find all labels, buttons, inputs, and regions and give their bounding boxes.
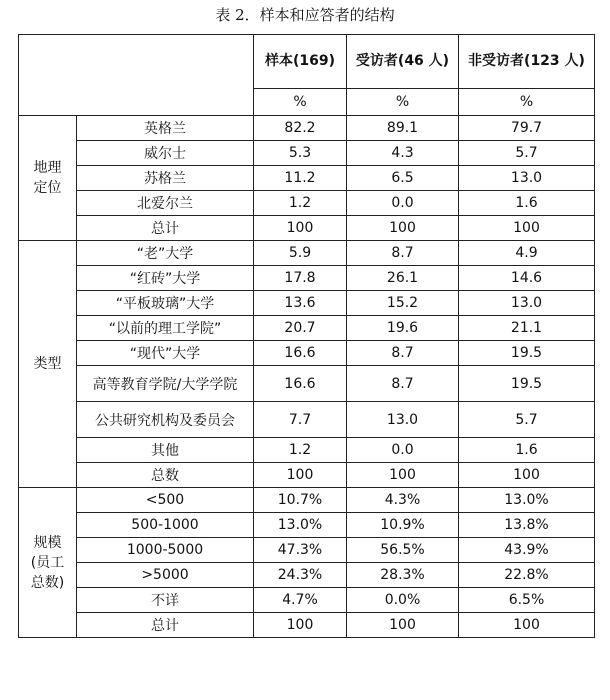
value-cell: 28.3% <box>347 563 459 588</box>
table-row <box>19 291 595 316</box>
value-cell: 14.6 <box>459 266 595 291</box>
value-cell: 4.3% <box>347 488 459 513</box>
value-cell: 1.6 <box>459 438 595 463</box>
value-cell: 5.7 <box>459 141 595 166</box>
row-label: <500 <box>77 488 254 513</box>
row-label: “以前的理工学院” <box>77 316 254 341</box>
value-cell: 6.5% <box>459 588 595 613</box>
header-respondents: 受访者(46 人) <box>347 35 459 89</box>
value-cell: 100 <box>459 216 595 241</box>
table-row <box>19 116 595 141</box>
data-table <box>18 34 595 638</box>
value-cell: 21.1 <box>459 316 595 341</box>
header-blank-cell <box>19 35 254 116</box>
value-cell: 4.9 <box>459 241 595 266</box>
value-cell: 4.3 <box>347 141 459 166</box>
header-pct-sample: % <box>254 89 347 116</box>
table-row <box>19 366 595 402</box>
value-cell: 8.7 <box>347 241 459 266</box>
value-cell: 19.6 <box>347 316 459 341</box>
value-cell: 19.5 <box>459 366 595 402</box>
value-cell: 15.2 <box>347 291 459 316</box>
table-row <box>19 488 595 513</box>
table-row <box>19 538 595 563</box>
value-cell: 79.7 <box>459 116 595 141</box>
value-cell: 13.0% <box>254 513 347 538</box>
value-cell: 56.5% <box>347 538 459 563</box>
row-label: 500-1000 <box>77 513 254 538</box>
value-cell: 16.6 <box>254 366 347 402</box>
row-label: 1000-5000 <box>77 538 254 563</box>
group-label <box>19 241 77 488</box>
value-cell: 13.0 <box>459 166 595 191</box>
row-label: 威尔士 <box>77 141 254 166</box>
row-label: 公共研究机构及委员会 <box>77 402 254 438</box>
group-label-line: 地理 <box>33 160 62 176</box>
table-row <box>19 613 595 638</box>
value-cell: 13.0% <box>459 488 595 513</box>
value-cell: 6.5 <box>347 166 459 191</box>
table-row <box>19 266 595 291</box>
row-label: 北爱尔兰 <box>77 191 254 216</box>
value-cell: 100 <box>254 613 347 638</box>
group-label <box>19 488 77 638</box>
group-label-line: 定位 <box>33 180 62 196</box>
group-label-line: 类型 <box>33 356 62 372</box>
value-cell: 1.2 <box>254 438 347 463</box>
header-row <box>19 35 595 89</box>
row-label: “老”大学 <box>77 241 254 266</box>
group-label-line: 规模 <box>33 534 62 551</box>
value-cell: 82.2 <box>254 116 347 141</box>
table-row <box>19 141 595 166</box>
table-body <box>19 35 595 638</box>
value-cell: 16.6 <box>254 341 347 366</box>
value-cell: 24.3% <box>254 563 347 588</box>
header-sample: 样本(169) <box>254 35 347 89</box>
value-cell: 20.7 <box>254 316 347 341</box>
row-label: “红砖”大学 <box>77 266 254 291</box>
value-cell: 100 <box>254 216 347 241</box>
value-cell: 22.8% <box>459 563 595 588</box>
value-cell: 1.6 <box>459 191 595 216</box>
value-cell: 19.5 <box>459 341 595 366</box>
table-row <box>19 166 595 191</box>
value-cell: 5.3 <box>254 141 347 166</box>
table-row <box>19 191 595 216</box>
value-cell: 100 <box>347 613 459 638</box>
value-cell: 5.7 <box>459 402 595 438</box>
value-cell: 0.0 <box>347 438 459 463</box>
value-cell: 10.7% <box>254 488 347 513</box>
table-row <box>19 563 595 588</box>
header-pct-nonrespondents: % <box>459 89 595 116</box>
group-label-line: 总数) <box>30 574 65 591</box>
row-label: 不详 <box>77 588 254 613</box>
table-row <box>19 438 595 463</box>
row-label: 总计 <box>77 613 254 638</box>
value-cell: 13.6 <box>254 291 347 316</box>
value-cell: 17.8 <box>254 266 347 291</box>
value-cell: 10.9% <box>347 513 459 538</box>
table-row <box>19 402 595 438</box>
value-cell: 43.9% <box>459 538 595 563</box>
table-caption: 表 2．样本和应答者的结构 <box>215 6 395 24</box>
header-pct-respondents: % <box>347 89 459 116</box>
value-cell: 8.7 <box>347 366 459 402</box>
value-cell: 11.2 <box>254 166 347 191</box>
header-nonrespondents: 非受访者(123 人) <box>459 35 595 89</box>
row-label: 其他 <box>77 438 254 463</box>
row-label: >5000 <box>77 563 254 588</box>
value-cell: 8.7 <box>347 341 459 366</box>
row-label: “平板玻璃”大学 <box>77 291 254 316</box>
value-cell: 100 <box>459 613 595 638</box>
value-cell: 4.7% <box>254 588 347 613</box>
value-cell: 13.0 <box>459 291 595 316</box>
row-label: 高等教育学院/大学学院 <box>77 366 254 402</box>
row-label: 总数 <box>77 463 254 488</box>
group-label-line: (员工 <box>30 554 65 571</box>
value-cell: 100 <box>254 463 347 488</box>
table-row <box>19 216 595 241</box>
value-cell: 5.9 <box>254 241 347 266</box>
value-cell: 7.7 <box>254 402 347 438</box>
table-row <box>19 513 595 538</box>
value-cell: 0.0% <box>347 588 459 613</box>
value-cell: 100 <box>347 463 459 488</box>
row-label: “现代”大学 <box>77 341 254 366</box>
value-cell: 1.2 <box>254 191 347 216</box>
table-row <box>19 241 595 266</box>
row-label: 英格兰 <box>77 116 254 141</box>
value-cell: 89.1 <box>347 116 459 141</box>
value-cell: 0.0 <box>347 191 459 216</box>
value-cell: 13.8% <box>459 513 595 538</box>
table-row <box>19 341 595 366</box>
value-cell: 26.1 <box>347 266 459 291</box>
row-label: 总计 <box>77 216 254 241</box>
value-cell: 13.0 <box>347 402 459 438</box>
group-label <box>19 116 77 241</box>
row-label: 苏格兰 <box>77 166 254 191</box>
value-cell: 100 <box>459 463 595 488</box>
value-cell: 100 <box>347 216 459 241</box>
table-row <box>19 588 595 613</box>
table-row <box>19 316 595 341</box>
table-row <box>19 463 595 488</box>
value-cell: 47.3% <box>254 538 347 563</box>
